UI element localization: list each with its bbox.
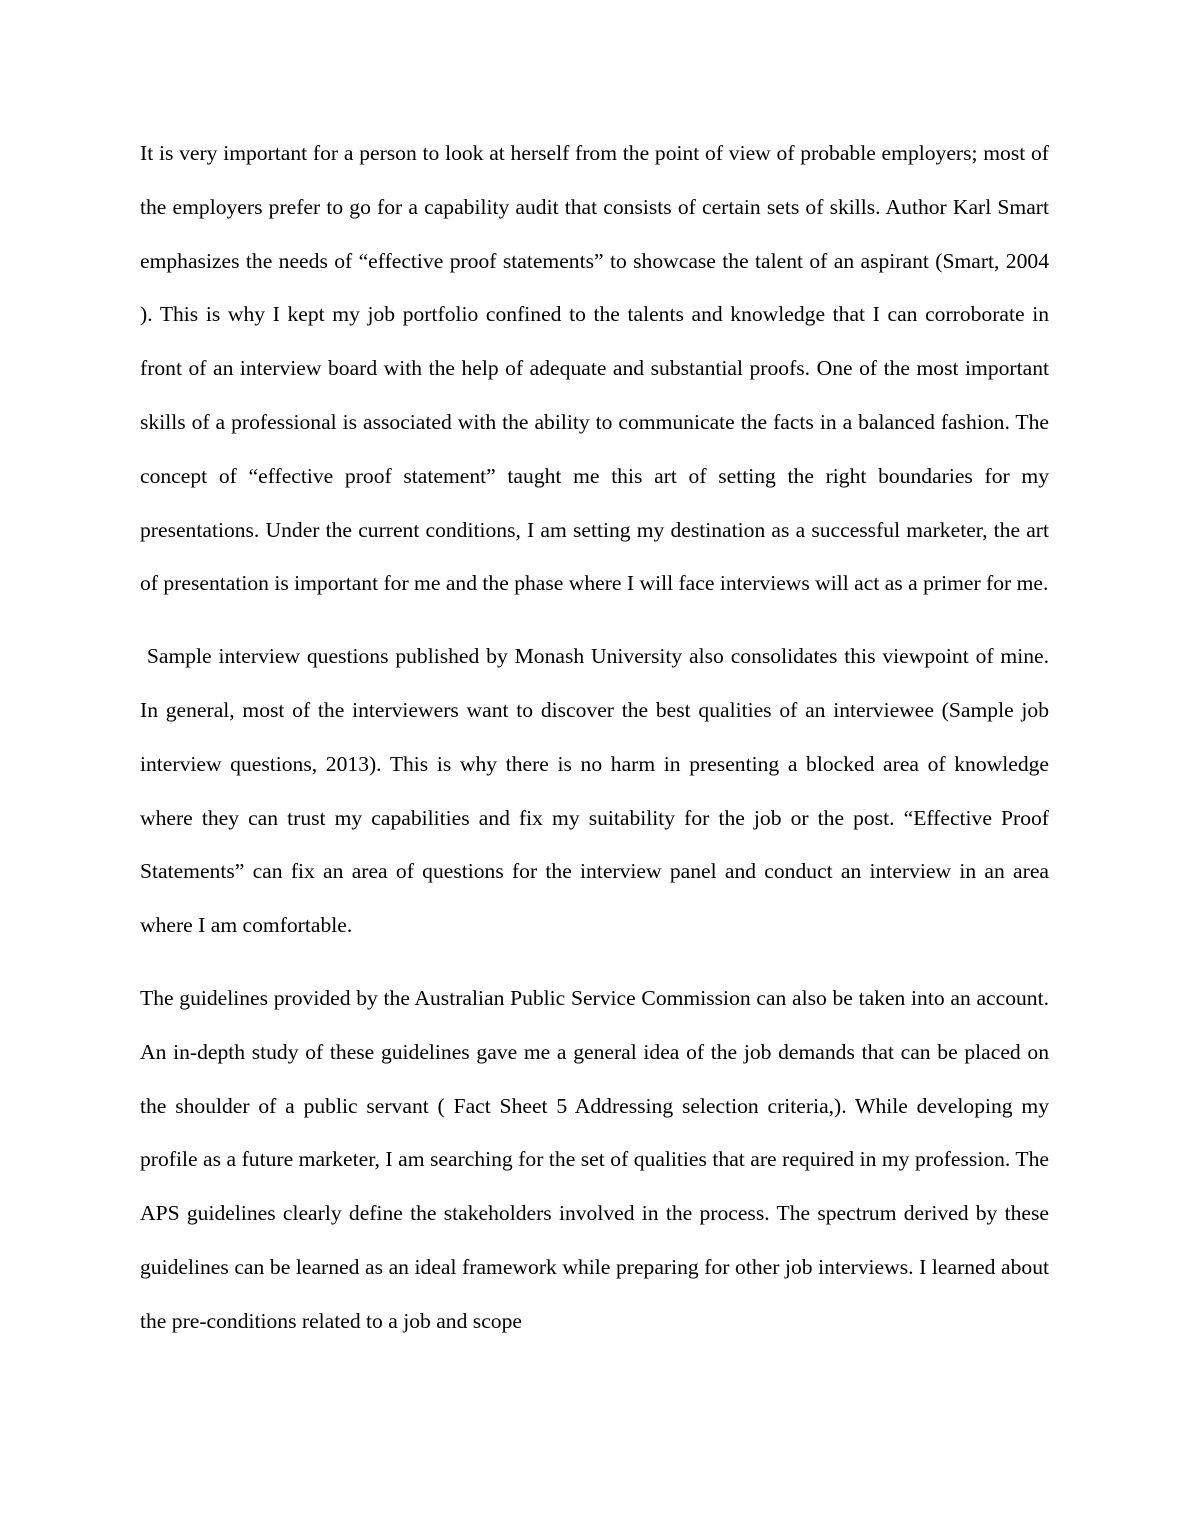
paragraph-monash-questions: Sample interview questions published by Monash University also consolidates this viewpoint of mine. In general, most of the interviewers want to discover the best qualities of an interviewee (Sample job interview questions, 2013). This is why there is no harm in presenting a blocked area of knowledge where they can trust my capabilities and fix my suitability for the job or the post. “Effective Proof Statements” can fix an area of questions for the interview panel and conduct an interview in an area where I am comfortable.: [140, 644, 1055, 938]
document-body: [140, 127, 1055, 1349]
paragraph-aps-guidelines: The guidelines provided by the Australian Public Service Commission can also be taken into an account. An in-depth study of these guidelines gave me a general idea of the job demands that can be placed on the shoulder of a public servant ( Fact Sheet 5 Addressing selection criteria,). While developing my profile as a future marketer, I am searching for the set of qualities that are required in my profession. The APS guidelines clearly define the stakeholders involved in the process. The spectrum derived by these guidelines can be learned as an ideal framework while preparing for other job interviews. I learned about the pre-conditions related to a job and scope: [140, 985, 1055, 1333]
paragraph-capability-audit: It is very important for a person to look at herself from the point of view of probable employers; most of the employers prefer to go for a capability audit that consists of certain sets of skills. Author Karl Smart emphasizes the needs of “effective proof statements” to showcase the talent of an aspirant (Smart, 2004 ). This is why I kept my job portfolio confined to the talents and knowledge that I can corroborate in front of an interview board with the help of adequate and substantial proofs. One of the most important skills of a professional is associated with the ability to communicate the facts in a balanced fashion. The concept of “effective proof statement” taught me this art of setting the right boundaries for my presentations. Under the current conditions, I am setting my destination as a successful marketer, the art of presentation is important for me and the phase where I will face interviews will act as a primer for me.: [140, 141, 1055, 596]
